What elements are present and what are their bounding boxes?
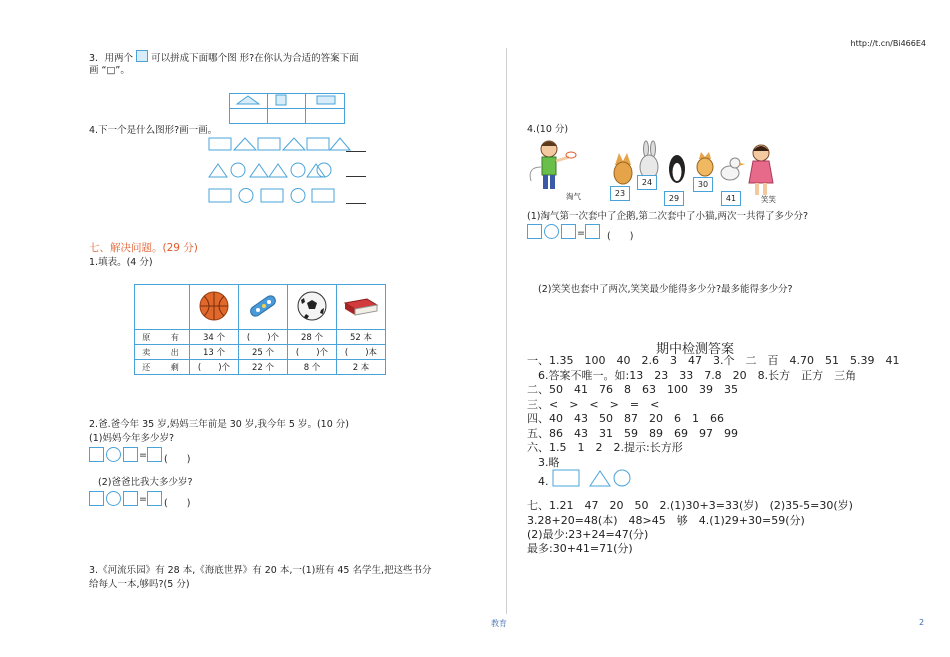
q1-fill-table-text: 1.填表。(4 分): [89, 257, 153, 268]
book-icon: [337, 285, 386, 330]
q3-text-line2: 画 “□”。: [89, 65, 130, 76]
answer-line: 五、86 43 31 59 89 69 97 99: [527, 427, 738, 440]
answer-line: 四、40 43 50 87 20 6 1 66: [527, 412, 724, 425]
equals-sign: =: [139, 494, 147, 505]
score-card: 29: [664, 191, 684, 206]
pattern-blank-3[interactable]: [346, 203, 366, 204]
operator-circle[interactable]: [106, 491, 121, 506]
q3-text-a: 3．用两个: [89, 53, 134, 64]
answer7-line: 3.28+20=48(本) 48>45 够 4.(1)29+30=59(分): [527, 514, 805, 527]
answer-line: 二、50 41 76 8 63 100 39 35: [527, 383, 738, 396]
answer-box[interactable]: [123, 491, 138, 506]
q4-right-title: 4.(10 分): [527, 124, 569, 135]
q3-books-line1: 3.《河流乐园》有 28 本,《海底世界》有 20 本,一(1)班有 45 名学生,把这些书分: [89, 565, 432, 576]
pencil-case-icon: [239, 285, 288, 330]
answer-line: 三、< > < > = <: [527, 398, 660, 411]
operator-circle[interactable]: [544, 224, 559, 239]
table-cell: 52 本: [337, 330, 386, 345]
answers-title: 期中检测答案: [656, 342, 735, 357]
table-cell: 25 个: [239, 345, 288, 360]
answer-line: 一、1.35 100 40 2.6 3 47 3.个 二 百 4.70 51 5.39 41: [527, 354, 900, 367]
shape-choice-grid: [229, 93, 345, 124]
table-cell: 28 个: [288, 330, 337, 345]
pattern-blank-1[interactable]: [346, 151, 366, 152]
table-corner: [135, 285, 190, 330]
answer-box[interactable]: [147, 491, 162, 506]
header-url[interactable]: http://t.cn/Bi466E4: [850, 39, 926, 48]
row-label-original: 原 有: [135, 330, 190, 345]
answer-paren[interactable]: ( ): [164, 498, 191, 509]
q2-text: 2.爸.爸今年 35 岁,妈妈三年前是 30 岁,我今年 5 岁。(10 分): [89, 419, 349, 430]
basketball-icon: [190, 285, 239, 330]
equals-sign: =: [139, 450, 147, 461]
answer-paren[interactable]: ( ): [607, 231, 634, 242]
score-card: 41: [721, 191, 741, 206]
answer-box[interactable]: [585, 224, 600, 239]
q4-2-text: (2)笑笑也套中了两次,笑笑最少能得多少分?最多能得多少分?: [538, 284, 793, 295]
table-cell[interactable]: ( )本: [337, 345, 386, 360]
q3-books-line2: 给每人一本,够吗?(5 分): [89, 579, 190, 590]
answer-box[interactable]: [527, 224, 542, 239]
row-label-sold: 卖 出: [135, 345, 190, 360]
answer-paren[interactable]: ( ): [164, 454, 191, 465]
pattern-blank-2[interactable]: [346, 176, 366, 177]
answer-box[interactable]: [123, 447, 138, 462]
q4-1-text: (1)淘气第一次套中了企鹅,第二次套中了小猫,两次一共得了多少分?: [527, 211, 809, 222]
soccer-ball-icon: [288, 285, 337, 330]
table-cell[interactable]: ( )个: [288, 345, 337, 360]
pattern-shapes: [206, 136, 376, 208]
table-cell: 13 个: [190, 345, 239, 360]
equals-sign: =: [577, 228, 585, 239]
table-cell: 8 个: [288, 360, 337, 375]
answer-shapes: [552, 468, 632, 490]
column-divider: [506, 48, 507, 614]
q3-text-b: 可以拼成下面哪个图 形?在你认为合适的答案下面: [151, 53, 359, 64]
answer-line: 3.略: [527, 456, 560, 469]
score-card: 24: [637, 175, 657, 190]
table-cell: 34 个: [190, 330, 239, 345]
q3-text-line1: [89, 50, 359, 65]
answer-box[interactable]: [147, 447, 162, 462]
row-label-remaining: 还 剩: [135, 360, 190, 375]
score-card: 30: [693, 177, 713, 192]
answer-line: 4.: [527, 475, 549, 488]
answer-box[interactable]: [89, 447, 104, 462]
shape-choices-svg: [229, 93, 345, 124]
footer-link[interactable]: 教育: [491, 619, 507, 628]
answer7-line: (2)最少:23+24=47(分): [527, 528, 649, 541]
answer-line: 六、1.5 1 2 2.提示:长方形: [527, 441, 683, 454]
table-cell[interactable]: ( )个: [190, 360, 239, 375]
table-cell: 22 个: [239, 360, 288, 375]
score-card: 23: [610, 186, 630, 201]
small-square-icon: [136, 50, 148, 62]
answer-box[interactable]: [561, 224, 576, 239]
table-cell[interactable]: ( )个: [239, 330, 288, 345]
section7-heading: 七、解决问题。(29 分): [89, 242, 198, 254]
label-xiaoxiao: 笑笑: [761, 195, 776, 204]
answer7-line: 最多:30+41=71(分): [527, 542, 633, 555]
q2-1-text: (1)妈妈今年多少岁?: [89, 433, 174, 444]
operator-circle[interactable]: [106, 447, 121, 462]
answer-box[interactable]: [89, 491, 104, 506]
q2-2-text: (2)爸爸比我大多少岁?: [98, 477, 193, 488]
table-cell: 2 本: [337, 360, 386, 375]
answer7-line: 七、1.21 47 20 50 2.(1)30+3=33(岁) (2)35-5=30(岁): [527, 499, 853, 512]
q4-left-text: 4.下一个是什么图形?画一画。: [89, 125, 218, 136]
answer-line: 6.答案不唯一。如:13 23 33 7.8 20 8.长方 正方 三角: [527, 369, 857, 382]
page-number: 2: [919, 618, 925, 627]
fill-in-table: [134, 284, 386, 375]
label-taoqi: 淘气: [566, 192, 581, 201]
